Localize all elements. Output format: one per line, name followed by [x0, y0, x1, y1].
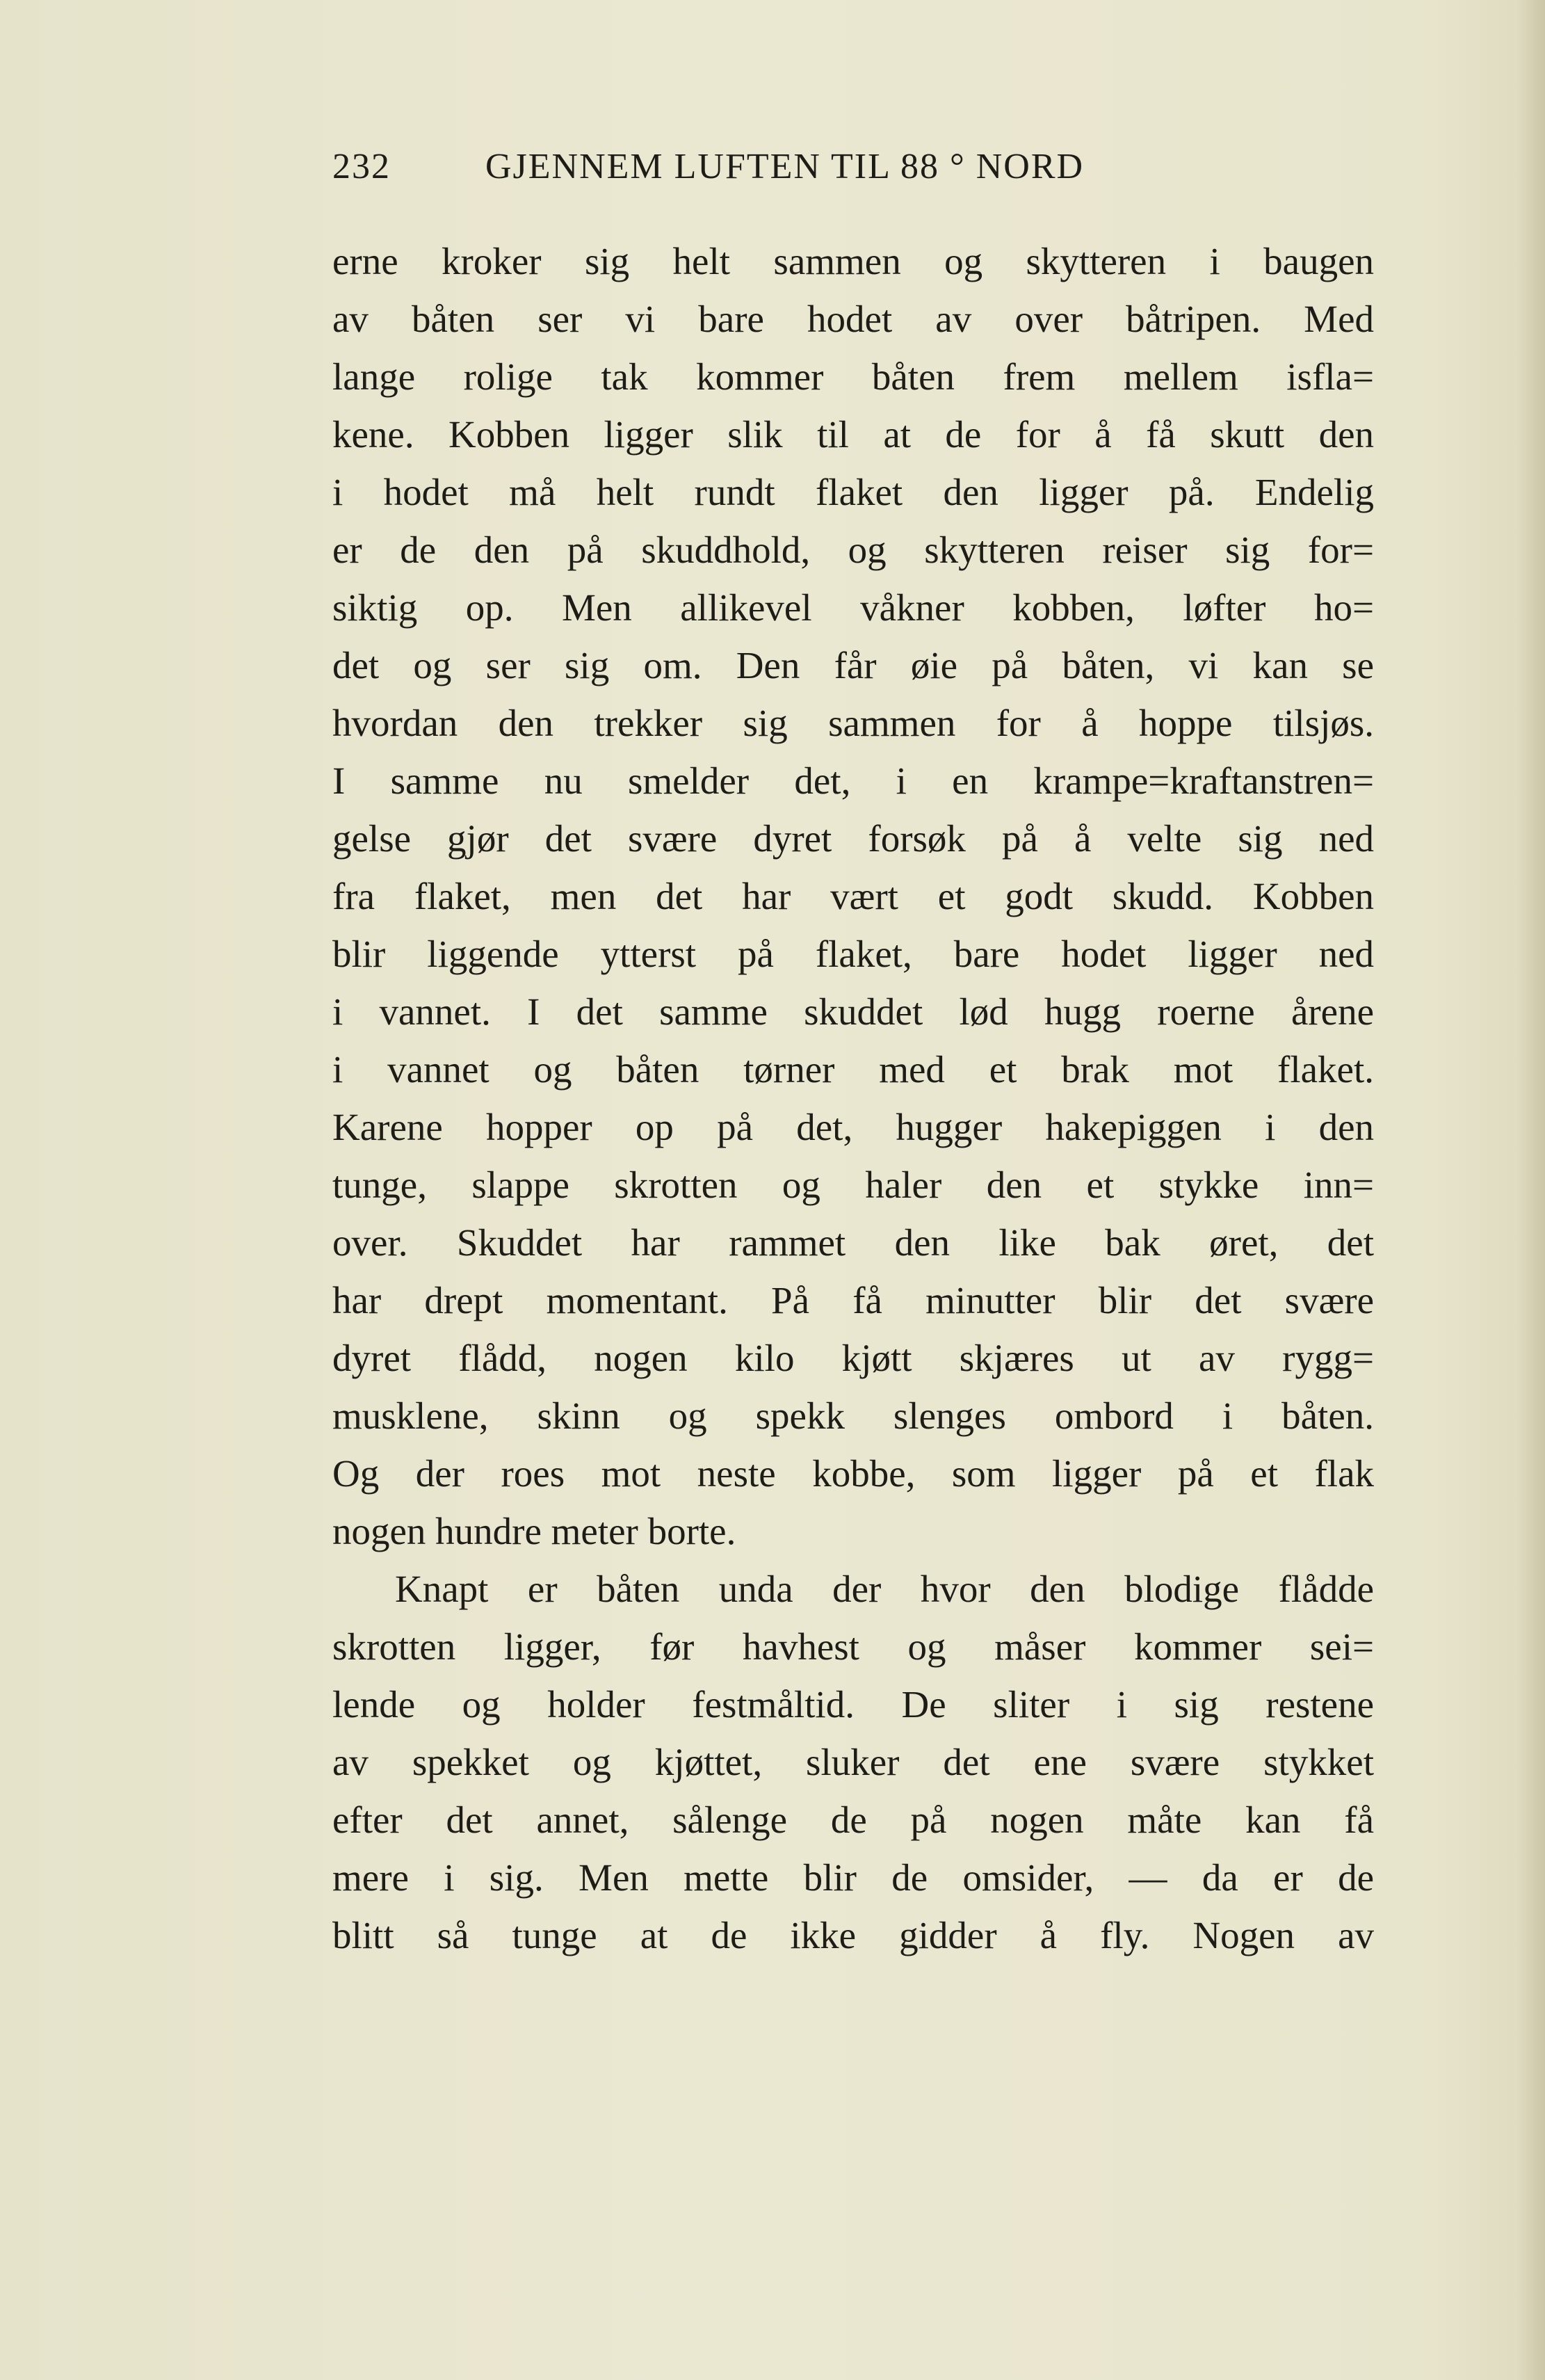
text-line: av spekket og kjøttet, sluker det ene svære stykket — [332, 1741, 1374, 1783]
text-line: dyret flådd, nogen kilo kjøtt skjæres ut av rygg= — [332, 1337, 1374, 1379]
text-line: det og ser sig om. Den får øie på båten, vi kan se — [332, 644, 1374, 686]
text-line: mere i sig. Men mette blir de omsider, — da er de — [332, 1856, 1374, 1899]
text-line: Knapt er båten unda der hvor den blodige flådde — [395, 1568, 1374, 1610]
text-line: Og der roes mot neste kobbe, som ligger på et flak — [332, 1452, 1374, 1495]
running-title: GJENNEM LUFTEN TIL 88 ° NORD — [485, 147, 1085, 186]
text-line: fra flaket, men det har vært et godt skudd. Kobben — [332, 875, 1374, 917]
text-line: i hodet må helt rundt flaket den ligger på. Endelig — [332, 471, 1374, 513]
text-line: erne kroker sig helt sammen og skytteren i baugen — [332, 240, 1374, 282]
text-line: blitt så tunge at de ikke gidder å fly. Nogen av — [332, 1914, 1374, 1956]
text-line: Karene hopper op på det, hugger hakepiggen i den — [332, 1106, 1374, 1148]
text-line: I samme nu smelder det, i en krampe=kraftanstren= — [332, 759, 1374, 802]
text-line: skrotten ligger, før havhest og måser kommer sei= — [332, 1625, 1374, 1668]
text-line: nogen hundre meter borte. — [332, 1510, 736, 1552]
paragraph — [332, 1560, 1374, 1964]
text-line: gelse gjør det svære dyret forsøk på å velte sig ned — [332, 817, 1374, 860]
text-line: hvordan den trekker sig sammen for å hoppe tilsjøs. — [332, 702, 1374, 744]
text-line: over. Skuddet har rammet den like bak øret, det — [332, 1221, 1374, 1264]
text-line: efter det annet, sålenge de på nogen måte kan få — [332, 1799, 1374, 1841]
text-line: tunge, slappe skrotten og haler den et stykke inn= — [332, 1164, 1374, 1206]
text-line: i vannet og båten tørner med et brak mot flaket. — [332, 1048, 1374, 1091]
text-line: har drept momentant. På få minutter blir det svære — [332, 1279, 1374, 1321]
text-line: er de den på skuddhold, og skytteren reiser sig for= — [332, 529, 1374, 571]
body-text — [332, 232, 1374, 1964]
text-line: av båten ser vi bare hodet av over båtripen. Med — [332, 298, 1374, 340]
text-line: i vannet. I det samme skuddet lød hugg roerne årene — [332, 990, 1374, 1033]
text-line: kene. Kobben ligger slik til at de for å få skutt den — [332, 413, 1374, 456]
text-line: lange rolige tak kommer båten frem mellem isfla= — [332, 355, 1374, 398]
page-number: 232 — [332, 147, 391, 186]
text-line: musklene, skinn og spekk slenges ombord i båten. — [332, 1394, 1374, 1437]
text-line: siktig op. Men allikevel våkner kobben, løfter ho= — [332, 586, 1374, 629]
paragraph — [332, 232, 1374, 1560]
page-edge-shadow — [1517, 0, 1545, 2380]
page-header — [332, 146, 1257, 195]
text-line: blir liggende ytterst på flaket, bare hodet ligger ned — [332, 933, 1374, 975]
text-line: lende og holder festmåltid. De sliter i sig restene — [332, 1683, 1374, 1726]
